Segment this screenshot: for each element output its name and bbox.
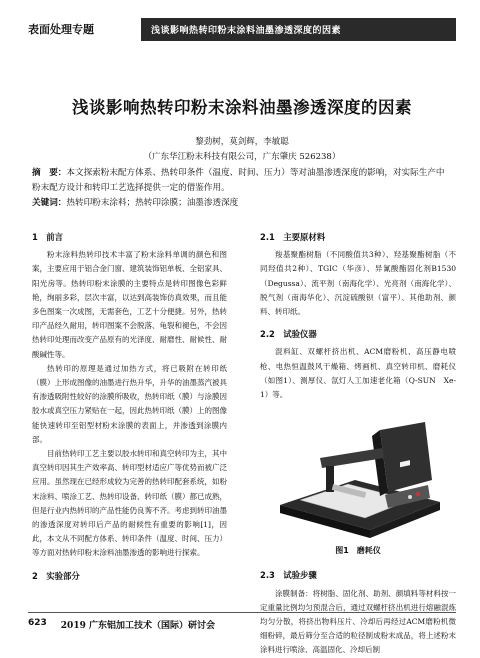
intro-paragraph-2: 热转印的原理是通过加热方式，将已吸附在转印纸（膜）上形成图像的油墨进行热升华，升华的油墨蒸汽被具有渗透吸附性较好的涂膜所吸收，热转印纸（膜）与涂膜因胶水或真空压力紧贴在一起，因此热转印纸（膜）上的图像能快速转印至铝型材粉末涂膜的表面上，并渗透到涂膜内部。 [32, 363, 227, 444]
affiliation: （广东华江粉末科技有限公司，广东肇庆 526238） [143, 152, 341, 162]
figure-abrasion-tester [260, 410, 456, 540]
figure-caption: 图1 磨耗仪 [335, 546, 381, 556]
journal-name: 2019 广东铝加工技术（国际）研讨会 [60, 621, 215, 631]
header-running-title: 浅谈影响热转印粉末涂料油墨渗透深度的因素 [141, 18, 456, 41]
abstract-text: 本文探索粉末配方体系、热转印条件（温度、时间、压力）等对油墨渗透深度的影响，对实际生产中粉末配方设计和转印工艺选择提供一定的借鉴作用。 [32, 168, 445, 193]
header-section-label: 表面处理专题 [28, 23, 94, 36]
intro-paragraph-3: 目前热转印工艺主要以胶水转印和真空转印为主，其中真空转印因其生产效率高、转印型材适应广等优势而被广泛应用。虽然现在已经形成较为完善的热转印配套系统，如粉末涂料、喷涂工艺、热转印设备、转印纸（膜）都已成熟，但是行业内热转印的产品性能仍良莠不齐。考虑到转印油墨的渗透深度对转印后产品的耐候性有重要的影响[1]，因此，本文从不同配方体系、转印条件（温度、时间、压力）等方面对热转印粉末涂料油墨渗透的影响进行探索。 [32, 449, 227, 558]
heading-experimental: 2 实验部分 [32, 570, 80, 581]
steps-paragraph: 涂膜制备：将树脂、固化剂、助剂、颜填料等材料按一定重量比例均匀预混合后，通过双螺杆挤出机进行熔融混炼均匀分散，将挤出物料压片、冷却后再经过ACM磨粉机微细粉碎，最后筛分至合适的粒径制成粉末成品，将上述粉末涂料进行喷涂、高温固化、冷却后制 [260, 588, 456, 655]
paper-title: 浅谈影响热转印粉末涂料油墨渗透深度的因素 [72, 98, 412, 117]
heading-materials: 2.1 主要原材料 [260, 232, 326, 242]
intro-paragraph-1: 粉末涂料热转印技术丰富了粉末涂料单调的颜色和图案，主要应用于铝合金门窗、建筑装饰铝单板、全铝家具、阳光房等。热转印粉末涂膜的主要特点是转印图像色彩鲜艳，绚丽多彩，层次丰富，以达到高装饰仿真效果，而且能多色图案一次成图，无需套色，工艺十分便捷。另外，热转印产品经久耐用，转印图案不会脱落、龟裂和褪色，不会因热转印处理而改变产品原有的光泽度、耐磨性、耐候性、耐酸碱性等。 [32, 250, 227, 359]
keywords-label: 关键词： [32, 198, 67, 208]
keywords [32, 196, 450, 210]
abstract-label: 摘 要： [32, 168, 67, 178]
page-number: 623 [28, 618, 47, 628]
materials-paragraph: 羧基聚酯树脂（不同酸值共3种）、羟基聚酯树脂（不同羟值共2种）、TGIC（华彦）、异氰酸酯固化剂B1530（Degussa）、流平剂（南海化学）、光亮剂（南海化学）、脱气剂（南海华化）、沉淀硫酸钡（富平）、其他助剂、颜料、转印纸。 [260, 250, 456, 317]
right-column [260, 228, 456, 658]
abstract [32, 166, 450, 196]
left-column [32, 228, 227, 587]
keywords-text: 热转印粉末涂料；热转印涂膜；油墨渗透深度 [66, 198, 239, 208]
instruments-paragraph: 混料缸、双螺杆挤出机、ACM磨粉机、高压静电喷枪、电热恒温鼓风干燥箱、烤画机、真空转印机、磨耗仪（如图1）、测厚仪、氙灯人工加速老化箱（Q-SUN Xe-1）等。 [260, 347, 456, 400]
page-footer [28, 618, 215, 631]
heading-steps: 2.3 试验步骤 [260, 570, 317, 581]
heading-instruments: 2.2 试验仪器 [260, 329, 317, 340]
authors: 黎劲树，莫剑辉，李敏聪 [195, 137, 289, 147]
running-header [28, 18, 456, 40]
abrasion-tester-illustration [260, 410, 456, 540]
footer-divider [28, 612, 456, 613]
heading-introduction: 1 前言 [32, 232, 63, 242]
